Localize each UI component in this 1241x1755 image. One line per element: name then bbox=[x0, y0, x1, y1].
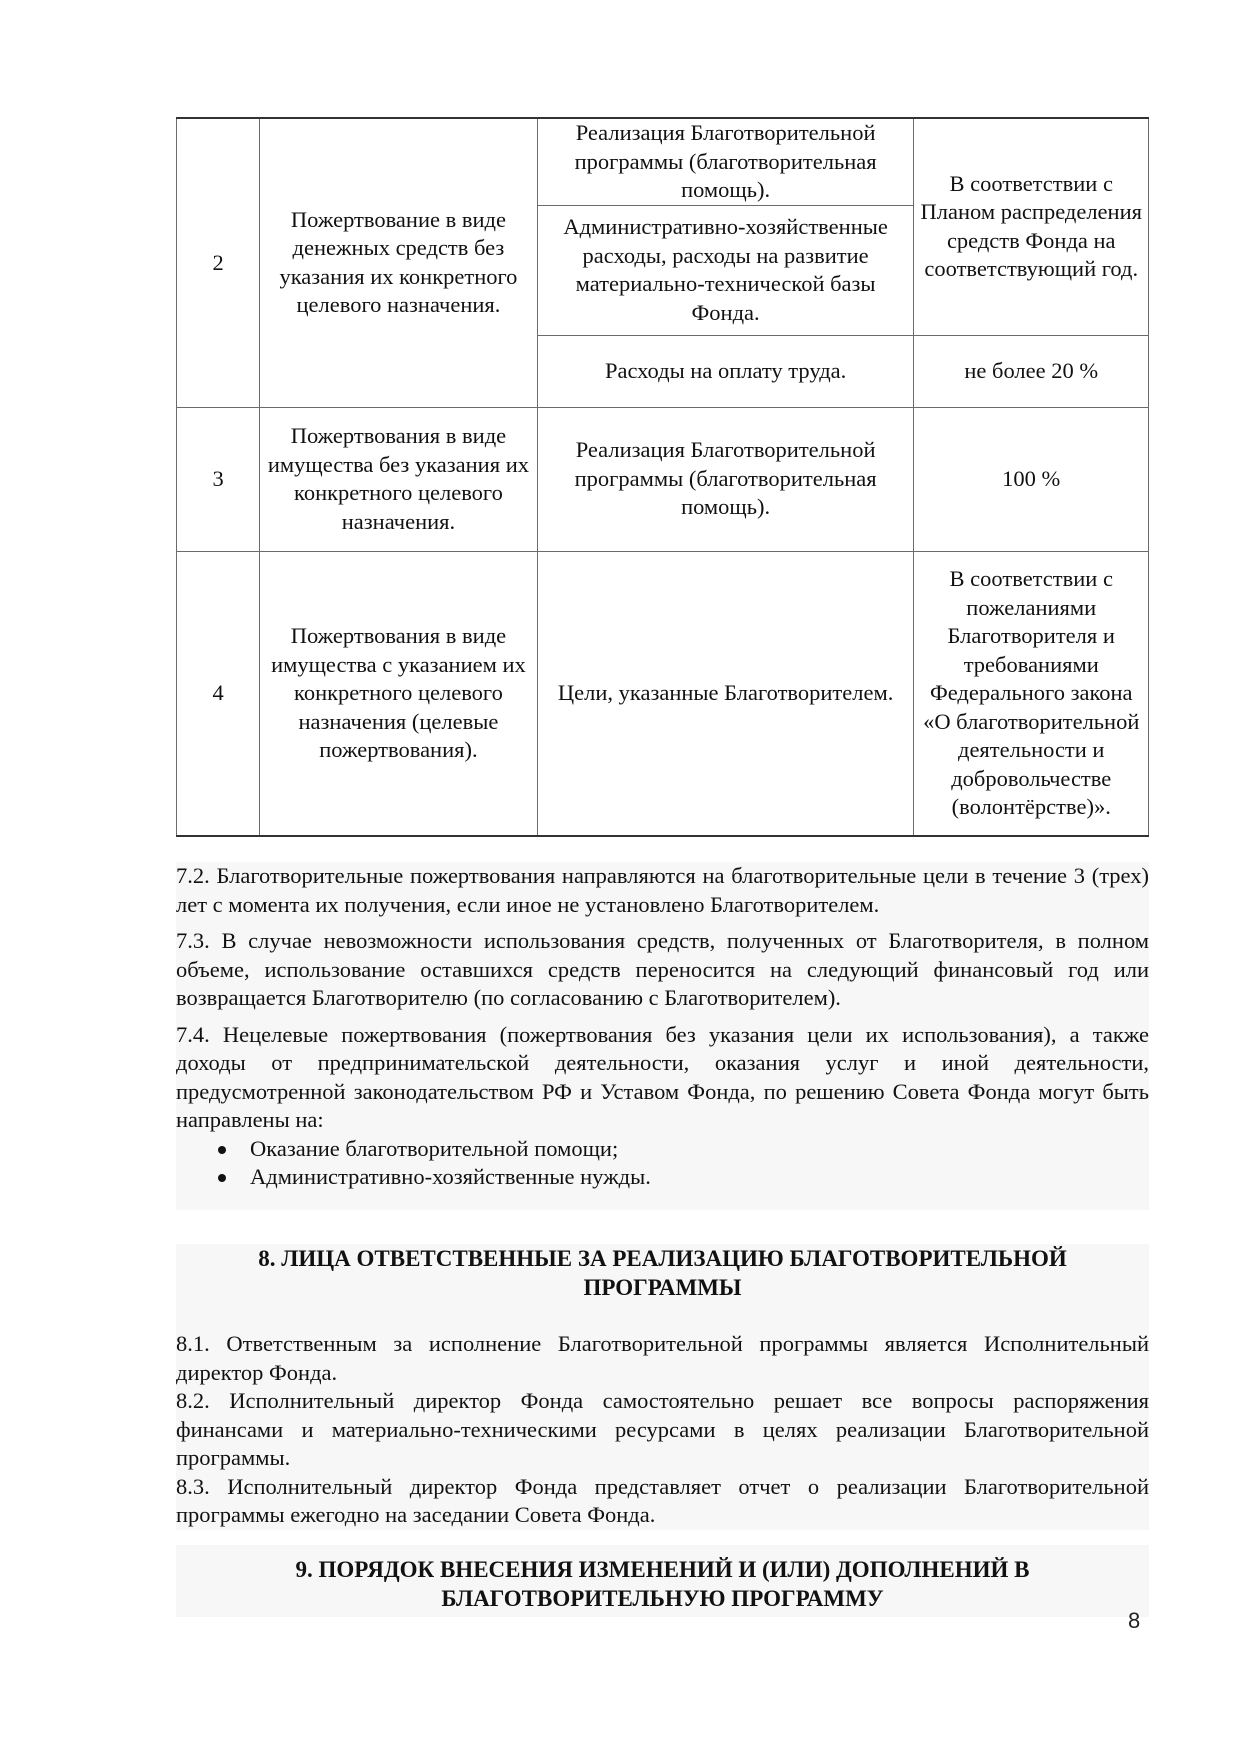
page-number: 8 bbox=[1128, 1608, 1141, 1633]
paragraph-8-1: 8.1. Ответственным за исполнение Благотворительной программы является Исполнительный директор Фонда. bbox=[176, 1331, 1149, 1385]
bullet-icon bbox=[218, 1146, 226, 1154]
bullet-icon bbox=[218, 1174, 226, 1182]
share-cell: не более 20 % bbox=[914, 335, 1149, 407]
paragraph-7-3: 7.3. В случае невозможности использования средств, полученных от Благотворителя, в полном объеме, использование оставшихся средств переносится на следующий финансовый год или возвращается Благотворителю (по согласованию с Благотворителем). bbox=[176, 928, 1149, 1010]
table-row bbox=[177, 551, 1149, 836]
section-7-body bbox=[176, 862, 1149, 1210]
section-9-heading: 9. ПОРЯДОК ВНЕСЕНИЯ ИЗМЕНЕНИЙ И (ИЛИ) ДОПОЛНЕНИЙ В БЛАГОТВОРИТЕЛЬНУЮ ПРОГРАММУ bbox=[176, 1545, 1149, 1617]
paragraph-7-4: 7.4. Нецелевые пожертвования (пожертвования без указания цели их использования), а также доходы от предпринимательской деятельности, оказания услуг и иной деятельности, предусмотренной законодательством РФ и Уставом Фонда, по решению Совета Фонда могут быть направлены на: bbox=[176, 1021, 1149, 1132]
purpose-cell: Реализация Благотворительной программы (благотворительная помощь). bbox=[537, 118, 914, 205]
table-row bbox=[177, 118, 1149, 205]
purpose-cell: Административно-хозяйственные расходы, расходы на развитие материально-технической базы Фонда. bbox=[537, 205, 914, 335]
purpose-cell: Реализация Благотворительной программы (благотворительная помощь). bbox=[537, 407, 914, 551]
section-8-body bbox=[176, 1320, 1149, 1530]
donation-type-cell: Пожертвования в виде имущества без указания их конкретного целевого назначения. bbox=[260, 407, 538, 551]
share-cell: В соответствии с пожеланиями Благотворителя и требованиями Федерального закона «О благотворительной деятельности и добровольчестве (волонтёрстве)». bbox=[914, 551, 1149, 836]
share-cell: В соответствии с Планом распределения средств Фонда на соответствующий год. bbox=[914, 118, 1149, 335]
row-number: 4 bbox=[177, 551, 260, 836]
paragraph-8-2: 8.2. Исполнительный директор Фонда самостоятельно решает все вопросы распоряжения финансами и материально-техническими ресурсами в целях реализации Благотворительной программы. bbox=[176, 1388, 1149, 1470]
share-cell: 100 % bbox=[914, 407, 1149, 551]
donation-type-cell: Пожертвование в виде денежных средств без указания их конкретного целевого назначения. bbox=[260, 118, 538, 407]
table-row bbox=[177, 407, 1149, 551]
row-number: 3 bbox=[177, 407, 260, 551]
section-8-heading: 8. ЛИЦА ОТВЕТСТВЕННЫЕ ЗА РЕАЛИЗАЦИЮ БЛАГОТВОРИТЕЛЬНОЙ ПРОГРАММЫ bbox=[176, 1244, 1149, 1320]
purpose-cell: Расходы на оплату труда. bbox=[537, 335, 914, 407]
list-item: Административно-хозяйственные нужды. bbox=[176, 1163, 1149, 1192]
row-number: 2 bbox=[177, 118, 260, 407]
list-item: Оказание благотворительной помощи; bbox=[176, 1135, 1149, 1164]
purpose-cell: Цели, указанные Благотворителем. bbox=[537, 551, 914, 836]
fund-allocation-table bbox=[176, 117, 1149, 837]
paragraph-7-2: 7.2. Благотворительные пожертвования направляются на благотворительные цели в течение 3 (трех) лет с момента их получения, если иное не установлено Благотворителем. bbox=[176, 863, 1149, 917]
donation-type-cell: Пожертвования в виде имущества с указанием их конкретного целевого назначения (целевые пожертвования). bbox=[260, 551, 538, 836]
paragraph-8-3: 8.3. Исполнительный директор Фонда представляет отчет о реализации Благотворительной программы ежегодно на заседании Совета Фонда. bbox=[176, 1473, 1149, 1527]
allocation-list bbox=[176, 1135, 1149, 1192]
